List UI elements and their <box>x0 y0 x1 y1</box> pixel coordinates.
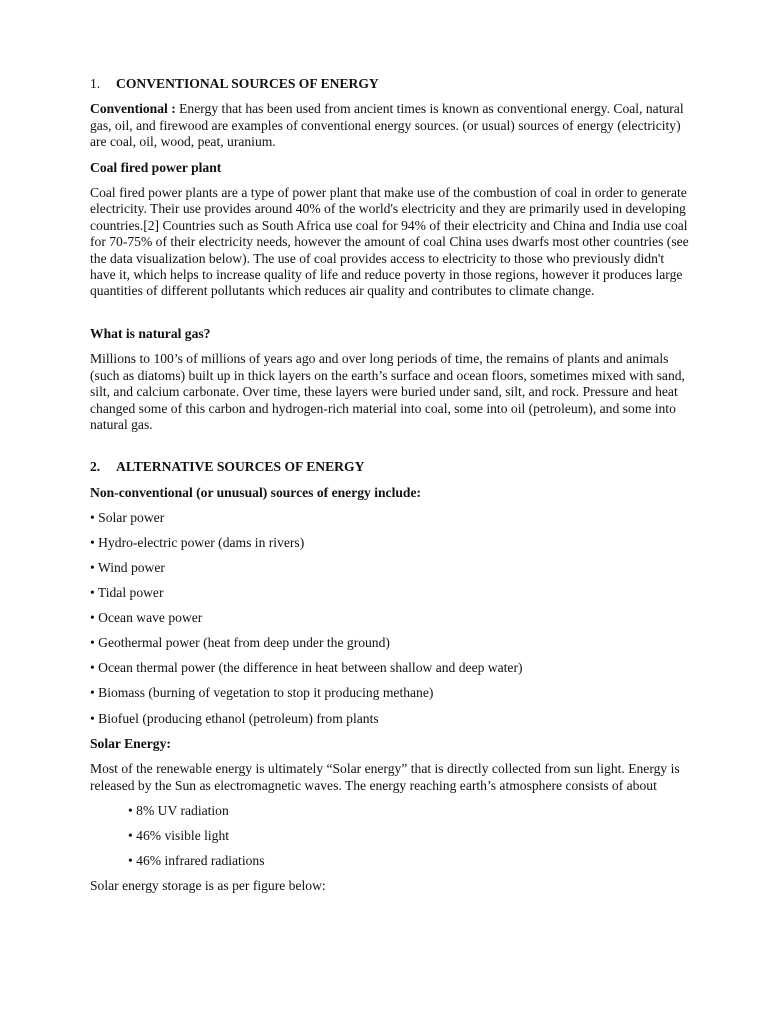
list-item: • 8% UV radiation <box>128 802 229 818</box>
solar-paragraph: Most of the renewable energy is ultimately “Solar energy” that is directly collected from sun light. Energy is released by the Sun as electromagnetic waves. The energy reaching earth’s atmosphere consists of about <box>90 761 680 793</box>
list-item: • Tidal power <box>90 585 164 601</box>
section-heading-conventional <box>90 76 690 92</box>
gas-heading: What is natural gas? <box>90 325 211 341</box>
solar-radiation-list <box>90 803 690 870</box>
solar-storage-text: Solar energy storage is as per figure below: <box>90 878 326 894</box>
conventional-term: Conventional : <box>90 101 176 117</box>
nonconventional-heading: Non-conventional (or unusual) sources of energy include: <box>90 484 422 500</box>
section-number: 2. <box>90 459 101 475</box>
coal-heading: Coal fired power plant <box>90 159 222 175</box>
section-heading-alternative <box>90 459 690 475</box>
list-item: • Hydro-electric power (dams in rivers) <box>90 534 305 550</box>
list-item: • Ocean thermal power (the difference in heat between shallow and deep water) <box>90 660 523 676</box>
nonconventional-list <box>90 510 690 727</box>
list-item: • Solar power <box>90 509 165 525</box>
section-number: 1. <box>90 76 101 91</box>
conventional-text: Energy that has been used from ancient times is known as conventional energy. Coal, natural gas, oil, and firewood are examples of conventional energy sources. (or usual) sources of energy (electricity) are coal, oil, wood, peat, uranium. <box>90 101 684 150</box>
gas-paragraph: Millions to 100’s of millions of years ago and over long periods of time, the remains of plants and animals (such as diatoms) built up in thick layers on the earth’s surface and ocean floors, sometimes mixed with sand, silt, and calcium carbonate. Over time, these layers were buried under sand, silt, and rock. Pressure and heat changed some of this carbon and hydrogen-rich material into coal, some into oil (petroleum), and some into natural gas. <box>90 351 685 432</box>
conventional-paragraph <box>90 101 690 150</box>
list-item: • 46% visible light <box>128 827 230 843</box>
section-title: CONVENTIONAL SOURCES OF ENERGY <box>116 76 379 91</box>
list-item: • Biofuel (producing ethanol (petroleum) from plants <box>90 710 379 726</box>
coal-paragraph: Coal fired power plants are a type of power plant that make use of the combustion of coal in order to generate electricity. Their use provides around 40% of the world's electricity and they are primarily used in developing countries.[2] Countries such as South Africa use coal for 94% of their electricity and China and India use coal for 70-75% of their electricity needs, however the amount of coal China uses dwarfs most other countries (see the data visualization below). The use of coal provides access to electricity to those who previously didn't have it, which helps to increase quality of life and reduce poverty in those regions, however it produces large quantities of different pollutants which reduces air quality and contributes to climate change. <box>90 185 689 299</box>
list-item: • 46% infrared radiations <box>128 853 265 869</box>
list-item: • Biomass (burning of vegetation to stop it producing methane) <box>90 685 434 701</box>
list-item: • Wind power <box>90 560 165 575</box>
section-title: ALTERNATIVE SOURCES OF ENERGY <box>116 459 365 475</box>
list-item: • Geothermal power (heat from deep under the ground) <box>90 635 390 651</box>
document-page <box>90 76 690 895</box>
solar-heading: Solar Energy: <box>90 735 171 751</box>
list-item: • Ocean wave power <box>90 610 203 626</box>
